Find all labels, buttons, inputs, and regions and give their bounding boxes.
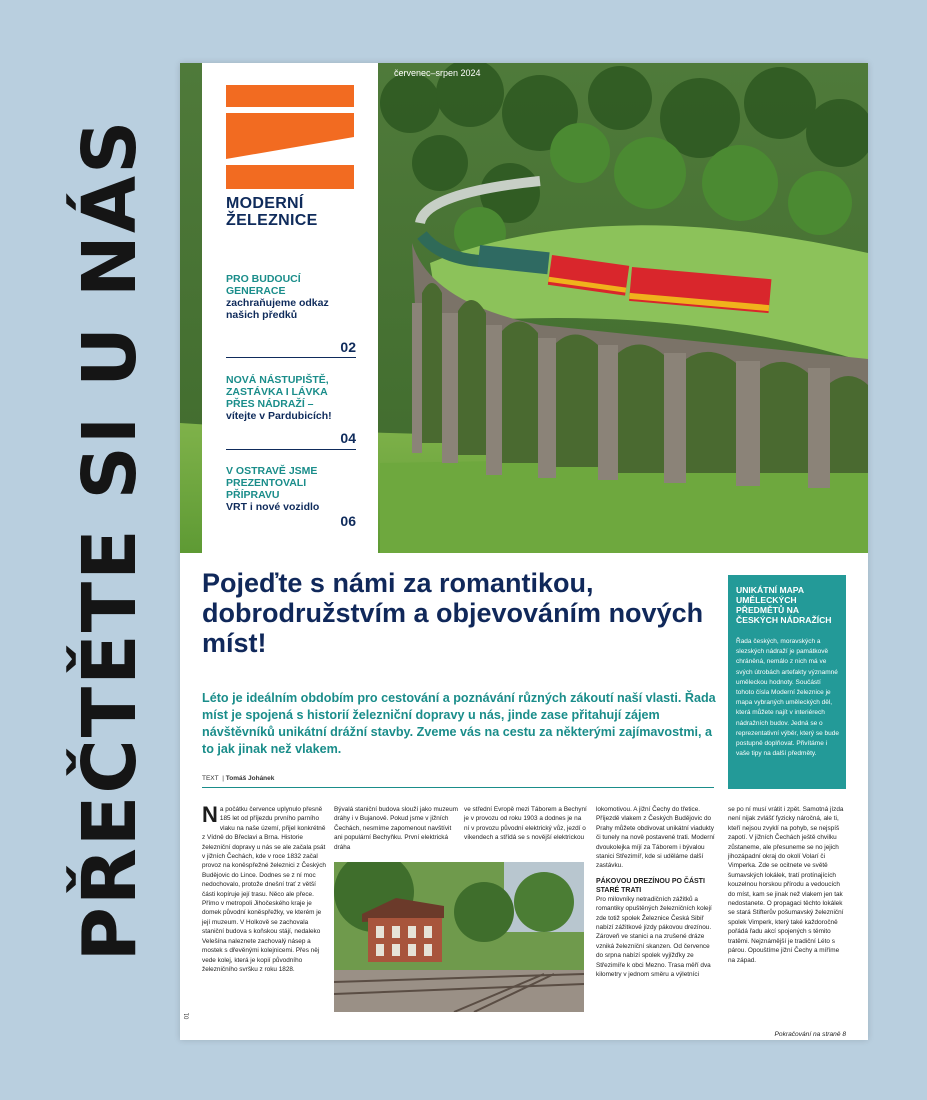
toc-item-2-subtitle: vítejte v Pardubicích! bbox=[226, 410, 332, 422]
station-building-image bbox=[334, 862, 584, 1012]
logo-line-1: MODERNÍ bbox=[226, 195, 304, 212]
issue-date: červenec–srpen 2024 bbox=[394, 68, 481, 78]
column-5-text: se po ní musí vrátit i zpět. Samotná jízda není nijak zvlášť fyzicky náročná, ale ti, kteří nejsou zvyklí na pohyb, se nejspíš zapotí. V jižních Čechách ještě chvilku zůstaneme, ale přesuneme se no jejich jihozápadní okraj do okolí Volarí či Vimperka. Zde se ocitnete ve světě šumavských lokálek, tratí protínajících kouzelnou horskou přírodu a vedoucích do míst, kam se jinak než vlakem jen tak nedostanete. O propagaci těchto lokálek se stará Stifterův pošumavský železniční spolek Vimperk, který také každoročně pořádá řadu akcí spojených s těmito tratěmi. Nejznámější je tradiční Léto s párou. Opouštíme jižní Čechy a míříme na západ. bbox=[728, 806, 844, 964]
toc-divider bbox=[226, 449, 356, 450]
column-4-subhead: PÁKOVOU DREZÍNOU PO ČÁSTI STARÉ TRATI bbox=[596, 877, 705, 894]
article-column-3 bbox=[464, 805, 588, 843]
vertical-title: PŘEČTĚTE SI U NÁS bbox=[67, 118, 153, 962]
box-title: UNIKÁTNÍ MAPA UMĚLECKÝCH PŘEDMĚTŮ NA ČESKÝCH NÁDRAŽÍCH bbox=[736, 585, 832, 625]
toc-item-3[interactable] bbox=[226, 465, 356, 513]
credit-author: Tomáš Johánek bbox=[225, 775, 275, 782]
toc-item-2-page: 04 bbox=[340, 430, 356, 446]
column-2-text: Bývalá staniční budova slouží jako muzeum dráhy i v Bujanově. Pokud jsme v jižních Čechách, nesmíme zapomenout navštívit ani populární Bechyňku. První elektrická dráha bbox=[334, 806, 458, 851]
divider-rule bbox=[202, 787, 714, 788]
logo-icon bbox=[226, 85, 354, 189]
station-photo bbox=[334, 862, 584, 1012]
author-credit: TEXT | Tomáš Johánek bbox=[202, 775, 275, 782]
drop-cap: N bbox=[202, 802, 218, 827]
article-column-1 bbox=[202, 802, 326, 974]
article-column-2 bbox=[334, 805, 458, 852]
toc-item-1-heading: PRO BUDOUCÍ GENERACE bbox=[226, 273, 301, 297]
toc-item-2[interactable] bbox=[226, 374, 356, 422]
contents-panel bbox=[202, 63, 378, 553]
sidebar-box bbox=[728, 575, 846, 789]
column-1-text: a počátku července uplynulo přesně 185 let od příjezdu prvního parního vlaku na naše území, přijel konkrétně z Vídně do Břeclavi a Brna. Historie železniční dopravy u nás se ale začala psát v jižních Čechách, kde v roce 1832 začal provoz na koněspřežné železnici z Českých Budějovic do Lince. Dodnes se z ní moc nedochovalo, protože dnešní trať z větší části kopíruje její trasu. Něco ale přece. Přímo v metropoli Jihočeského kraje je domek původní koněspřežky, ve kterém je její muzeum. V Holkově se zachovala staniční budova s koňskou stájí, nedaleko Velešína naleznete zachovalý násep a mostek s dřevěnými kolejnicemi. Přes něj vede kolej, která je kopií původního železničního svršku z roku 1828. bbox=[202, 806, 326, 973]
logo-line-2: ŽELEZNICE bbox=[226, 212, 318, 229]
article-column-4 bbox=[596, 805, 718, 980]
toc-item-3-heading: V OSTRAVĚ JSME PREZENTOVALI PŘÍPRAVU bbox=[226, 465, 318, 501]
box-text: Řada českých, moravských a slezských nádraží je památkově chráněná, nemálo z nich má ve svých útrobách artefakty významné uměleckou hodnoty. Součástí tohoto čísla Moderní železnice je mapa vybraných uměleckých děl, která můžete najít v interiérech nádražních budov. Jedná se o reprezentativní výběr, který se bude postupně doplňovat. Přivítáme i vaše tipy na další předměty. bbox=[736, 638, 839, 758]
article-lead: Léto je ideálním obdobím pro cestování a poznávání různých zákoutí naší vlasti. Řada míst je spojená s historií železniční dopravy u nás, jinde zase přitahují zájem návštěvníků unikátní drážní stavby. Zveme vás na cestu za některými zajímavostmi, a to jak jinak než vlakem. bbox=[202, 691, 716, 756]
article-headline: Pojeďte s námi za romantikou, dobrodružstvím a objevováním nových míst! bbox=[202, 568, 704, 658]
magazine-page bbox=[180, 63, 868, 1040]
toc-item-1[interactable] bbox=[226, 273, 356, 321]
page-number: 01 bbox=[184, 1012, 191, 1020]
toc-item-2-heading: NOVÁ NÁSTUPIŠTĚ, ZASTÁVKA I LÁVKA PŘES NÁDRAŽÍ – bbox=[226, 374, 329, 410]
article-column-5 bbox=[728, 805, 848, 965]
column-4-text: lokomotivou. A jižní Čechy do třetice. Příjezdě vlakem z Českých Budějovic do Prahy můžete obdivovat unikátní viadukty či tunely na nově postavené trati. Moderní dvoukolejka míjí za Táborem i bývalou stanici Střezimíř, kde si uděláme další zastávku. bbox=[596, 806, 715, 870]
toc-item-1-subtitle: zachraňujeme odkaz našich předků bbox=[226, 297, 329, 321]
column-3-text: ve střední Evropě mezi Táborem a Bechyní je v provozu od roku 1903 a dodnes je na ní v provozu původní elektrický vůz, jezdí o víkendech a střídá se s novější elektrickou bbox=[464, 806, 587, 842]
continued-note: Pokračování na straně 8 bbox=[774, 1031, 846, 1038]
toc-item-1-page: 02 bbox=[340, 339, 356, 355]
credit-label: TEXT bbox=[202, 775, 219, 782]
toc-divider bbox=[226, 357, 356, 358]
toc-item-3-subtitle: VRT i nové vozidlo bbox=[226, 501, 320, 513]
toc-item-3-page: 06 bbox=[340, 513, 356, 529]
column-4-text-2: Pro milovníky netradičních zážitků a romantiky opuštěných železničních kolejí zde totiž spolek Železnice Česká Sibiř nabízí zážitkové jízdy pákovou drezínou. Zároveň ve stanici a na zrušené dráze vzniká železniční skanzen. Od července do srpna nabízí spolek vyjížďky ze Střezimíře k obci Mezno. Trasa měří dva kilometry v jednom směru a výletníci bbox=[596, 895, 712, 979]
logo-wordmark bbox=[226, 195, 318, 229]
